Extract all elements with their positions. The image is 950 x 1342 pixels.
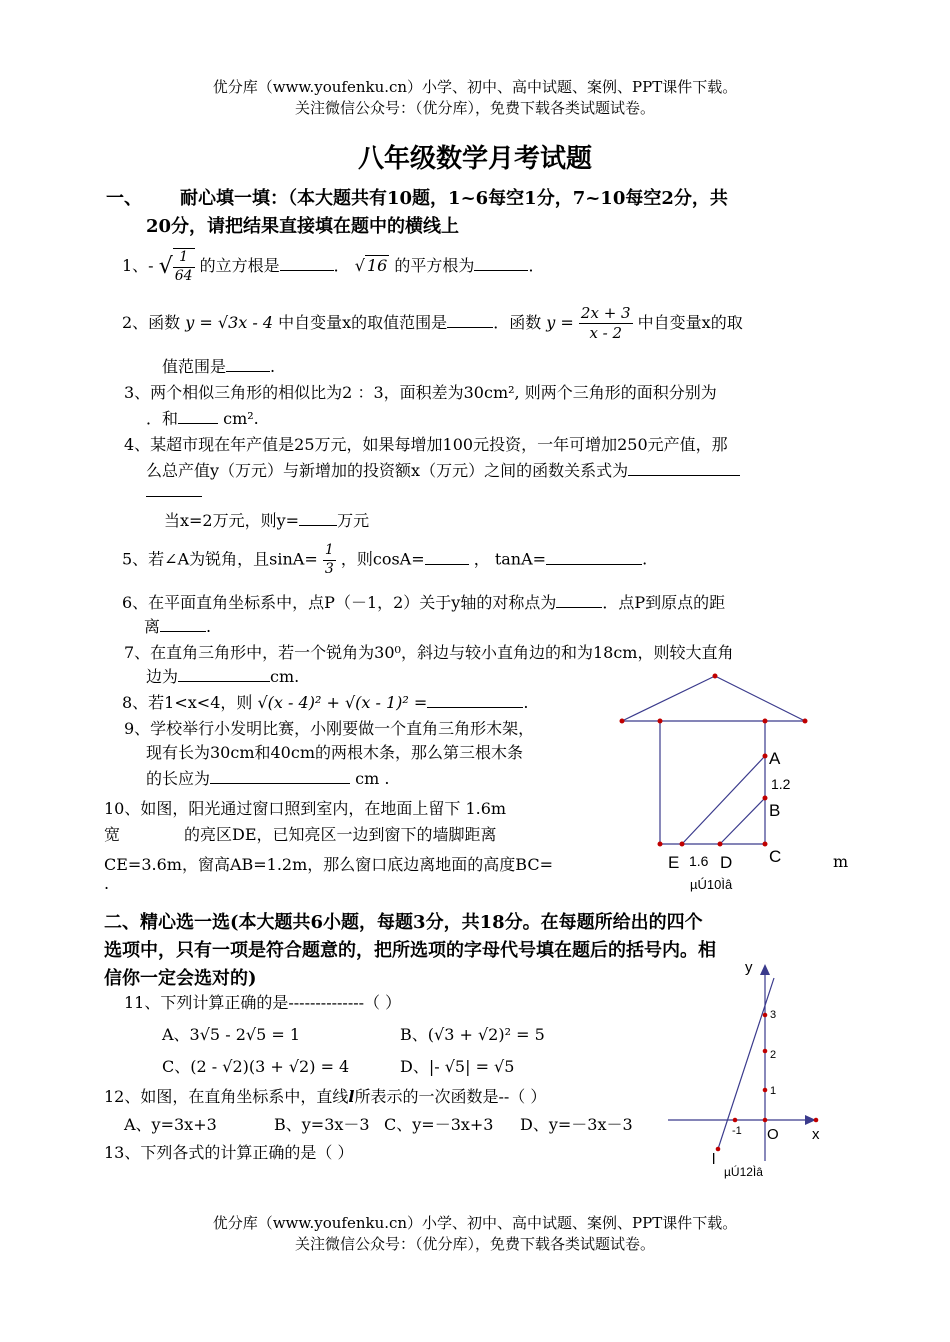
question-2-line2: 值范围是 . xyxy=(162,354,275,377)
answer-blank[interactable] xyxy=(210,766,350,784)
light-ray-lower xyxy=(720,798,765,844)
point-marker xyxy=(620,719,625,724)
page-title: 八年级数学月考试题 xyxy=(357,144,592,174)
question-10-line3: CE=3.6m，窗高AB=1.2m，那么窗口底边离地面的高度BC= xyxy=(104,855,553,874)
figure-12 xyxy=(660,956,840,1186)
label-line-l: l xyxy=(712,1151,716,1168)
question-4-line1: 4、某超市现在年产值是25万元，如果每增加100元投资，一年可增加250元产值，那 xyxy=(124,435,728,454)
footer-line-2: 关注微信公众号：（优分库），免费下载各类试题试卷。 xyxy=(294,1235,655,1253)
question-11-option-d[interactable]: D、|- √5| = √5 xyxy=(400,1057,515,1076)
figure-10-caption: µÚ10Ìâ xyxy=(690,877,733,892)
label-origin: O xyxy=(767,1126,779,1143)
question-7-line2: 边为 cm. xyxy=(146,664,299,687)
question-3-line1: 3、两个相似三角形的相似比为2 ：3，面积差为30cm², 则两个三角形的面积分别为 xyxy=(124,383,717,402)
tick-label-neg1: -1 xyxy=(732,1125,742,1137)
label-e: E xyxy=(668,853,680,872)
fraction-2x3-over-x2: $\frac{2x + 3}{x - 2}$ xyxy=(580,304,631,342)
answer-blank[interactable] xyxy=(425,547,469,565)
answer-blank[interactable] xyxy=(160,614,206,632)
question-10-unit: m xyxy=(833,852,849,871)
footer-line-1: 优分库（www.youfenku.cn）小学、初中、高中试题、案例、PPT课件下载。 xyxy=(212,1214,738,1232)
answer-blank[interactable] xyxy=(546,547,642,565)
fraction-1-64: $\frac{1}{64}$ xyxy=(174,249,193,284)
roof-outline xyxy=(622,676,805,721)
question-7-line1: 7、在直角三角形中，若一个锐角为30⁰，斜边与较小直角边的和为18cm，则较大直角 xyxy=(124,643,734,662)
section1-heading-l2: 20分，请把结果直接填在题中的横线上 xyxy=(146,216,460,237)
question-11-option-c[interactable]: C、(2 - √2)(3 + √2) = 4 xyxy=(162,1057,350,1076)
label-ed-length: 1.6 xyxy=(689,853,709,869)
answer-blank-continued[interactable] xyxy=(146,496,202,497)
question-11-option-b[interactable]: B、(√3 + √2)² = 5 xyxy=(400,1025,545,1044)
label-a: A xyxy=(769,749,781,768)
sqrt-sign-icon: √ xyxy=(354,256,365,275)
label-c: C xyxy=(769,847,782,866)
question-12-option-c[interactable]: C、y=－3x+3 xyxy=(384,1115,494,1134)
sqrt-sign-icon: √ xyxy=(158,254,173,279)
tick-neg1-marker xyxy=(733,1118,738,1123)
answer-blank[interactable] xyxy=(427,690,523,708)
point-marker xyxy=(658,719,663,724)
answer-blank[interactable] xyxy=(280,253,334,271)
question-12-option-a[interactable]: A、y=3x+3 xyxy=(124,1115,217,1134)
point-marker xyxy=(763,719,768,724)
x-end-marker xyxy=(814,1118,819,1123)
light-ray-upper xyxy=(682,756,765,844)
question-2: 2、函数 y = √3x - 4 中自变量x的取值范围是 ．函数 y = $\frac{2x + 3}{x - 2}$ 中自变量x的取 xyxy=(122,304,743,342)
question-4-line2: 么总产值y（万元）与新增加的投资额x（万元）之间的函数关系式为 xyxy=(146,458,740,481)
question-12-option-d[interactable]: D、y=－3x－3 xyxy=(520,1115,633,1134)
label-x: x xyxy=(812,1126,820,1143)
answer-blank[interactable] xyxy=(447,310,493,328)
tick-label-3: 3 xyxy=(770,1009,777,1021)
question-5: 5、若∠A为锐角，且sinA= $\frac{1}{3}$ ，则cosA= ， tanA= . xyxy=(122,542,648,577)
question-6-line1: 6、在平面直角坐标系中，点P（－1，2）关于y轴的对称点为 ．点P到原点的距 xyxy=(122,590,725,613)
question-6-line2: 离 . xyxy=(144,614,211,637)
origin-marker xyxy=(763,1118,768,1123)
figure-10 xyxy=(610,668,810,898)
question-9-line2: 现有长为30cm和40cm的两根木条，那么第三根木条 xyxy=(146,743,523,762)
question-9-line3: 的长应为 cm . xyxy=(146,766,389,789)
answer-blank[interactable] xyxy=(556,590,602,608)
question-9-line1: 9、学校举行小发明比赛，小刚要做一个直角三角形木架， xyxy=(124,719,535,738)
question-11-stem: 11、下列计算正确的是--------------（ ） xyxy=(124,993,402,1012)
y-axis-arrow-icon xyxy=(760,964,770,975)
tick-3-marker xyxy=(763,1013,768,1018)
section2-heading-l1: 二、精心选一选(本大题共6小题，每题3分，共18分。在每题所给出的四个 xyxy=(104,912,703,933)
question-3-line2: ．和 cm². xyxy=(146,406,259,429)
label-d: D xyxy=(720,853,733,872)
section1-heading-l1: 耐心填一填：（本大题共有10题，1~6每空1分，7~10每空2分，共 xyxy=(180,188,728,209)
point-marker-a xyxy=(763,754,768,759)
answer-blank[interactable] xyxy=(299,508,337,526)
question-8: 8、若1<x<4，则 √(x - 4)² + √(x - 1)² = . xyxy=(122,690,528,713)
header-line-1: 优分库（www.youfenku.cn）小学、初中、高中试题、案例、PPT课件下载。 xyxy=(212,78,738,96)
section1-label: 一、 xyxy=(106,188,142,209)
answer-blank[interactable] xyxy=(226,354,270,372)
answer-blank[interactable] xyxy=(628,458,740,476)
header-line-2: 关注微信公众号：（优分库），免费下载各类试题试卷。 xyxy=(294,99,655,117)
section2-heading-l3: 信你一定会选对的) xyxy=(104,968,257,989)
label-ab-length: 1.2 xyxy=(771,776,791,792)
section2-heading-l2: 选项中，只有一项是符合题意的，把所选项的字母代号填在题后的括号内。相 xyxy=(104,940,716,961)
tick-2-marker xyxy=(763,1049,768,1054)
label-b: B xyxy=(769,801,781,820)
question-10-line2b: 的亮区DE，已知亮区一边到窗下的墙脚距离 xyxy=(184,825,497,844)
question-13-stem: 13、下列各式的计算正确的是（ ） xyxy=(104,1143,354,1162)
question-10-line2a: 宽 xyxy=(104,825,121,844)
point-marker xyxy=(713,674,718,679)
question-1: 1、- √ $\frac{1}{64}$ 的立方根是 ． √ 16 的平方根为 ． xyxy=(122,249,545,284)
label-y: y xyxy=(745,959,753,976)
point-marker xyxy=(658,842,663,847)
answer-blank[interactable] xyxy=(474,253,528,271)
question-10-line1: 10、如图，阳光通过窗口照到室内，在地面上留下 1.6m xyxy=(104,799,507,818)
question-4-line3: 当x=2万元，则y= 万元 xyxy=(164,508,369,531)
point-marker-c xyxy=(763,842,768,847)
point-marker-b xyxy=(763,796,768,801)
tick-label-1: 1 xyxy=(770,1085,777,1097)
answer-blank[interactable] xyxy=(178,406,218,424)
point-marker xyxy=(803,719,808,724)
tick-1-marker xyxy=(763,1088,768,1093)
figure-12-caption: µÚ12Ìâ xyxy=(724,1165,763,1179)
tick-label-2: 2 xyxy=(770,1049,777,1061)
point-marker-e xyxy=(680,842,685,847)
question-10-line4: . xyxy=(104,874,110,893)
question-12-option-b[interactable]: B、y=3x－3 xyxy=(274,1115,370,1134)
question-12-stem: 12、如图，在直角坐标系中，直线l所表示的一次函数是--（ ） xyxy=(104,1087,547,1106)
line-end-marker xyxy=(716,1147,721,1152)
answer-blank[interactable] xyxy=(178,664,270,682)
point-marker-d xyxy=(718,842,723,847)
question-11-option-a[interactable]: A、3√5 - 2√5 = 1 xyxy=(162,1025,301,1044)
fraction-1-3: $\frac{1}{3}$ xyxy=(324,542,334,577)
